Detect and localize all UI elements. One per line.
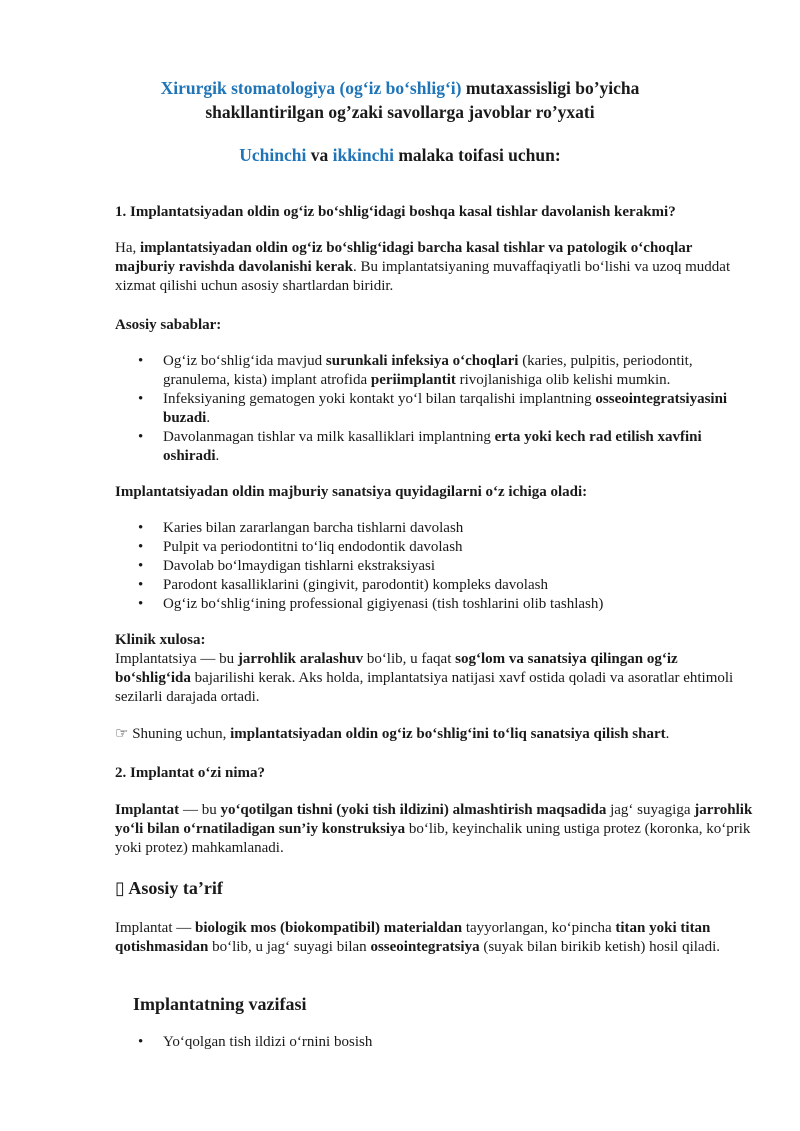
question-2: 2. Implantat o‘zi nima? — [115, 765, 265, 781]
implant-definition: Implantat — bu yo‘qotilgan tishni (yoki tish ildizini) almashtirish maqsadida jag‘ suyagiga jarrohlik yo‘li bilan o‘rnatiladigan sun’iy konstruksiya bo‘lib, keyinchalik uning ustiga protez (koronka, ko‘prik yoki protez) mahkamlanadi. — [115, 802, 753, 856]
list-item: • Og‘iz bo‘shlig‘ining professional gigiyenasi (tish toshlarini olib tashlash) — [115, 595, 755, 614]
pointing-hand-icon: ☞ — [115, 726, 129, 742]
title-specialty: Xirurgik stomatologiya (og‘iz bo‘shlig‘i) — [160, 78, 462, 98]
list-item: • Yo‘qolgan tish ildizi o‘rnini bosish — [115, 1033, 755, 1052]
clinical-conclusion: Klinik xulosa: Implantatsiya — bu jarrohlik aralashuv bo‘lib, u faqat sog‘lom va sanatsiya qilingan og‘iz bo‘shlig‘ida bajarilishi kerak. Aks holda, implantatsiya natijasi xavf ostida qoladi va asoratlar ehtimoli sezilarli darajada ortadi. — [115, 632, 734, 705]
category-subtitle: Uchinchi va ikkinchi malaka toifasi uchun: — [239, 145, 561, 165]
title-line2: shakllantirilgan og’zaki savollarga javoblar ro’yxati — [205, 102, 595, 122]
sanation-list — [115, 519, 755, 614]
list-item: • Pulpit va periodontitni to‘liq endodontik davolash — [115, 538, 755, 557]
sanation-heading: Implantatsiyadan oldin majburiy sanatsiya quyidagilarni o‘z ichiga oladi: — [115, 484, 588, 500]
answer-1-intro: Ha, implantatsiyadan oldin og‘iz bo‘shlig‘idagi barcha kasal tishlar va patologik o‘choqlar majburiy ravishda davolanishi kerak. Bu implantatsiyaning muvaffaqiyatli bo‘lishi va uzoq muddat xizmat qilishi uchun asosiy shartlardan biridir. — [115, 240, 731, 294]
list-item: • Davolanmagan tishlar va milk kasalliklari implantning erta yoki kech rad etilish xavfini oshiradi. — [115, 428, 755, 466]
conclusion-point: ☞ Shuning uchun, implantatsiyadan oldin og‘iz bo‘shlig‘ini to‘liq sanatsiya qilish shart. — [115, 726, 670, 742]
list-item: • Davolab bo‘lmaydigan tishlarni ekstraksiyasi — [115, 557, 755, 576]
function-list — [115, 1033, 755, 1052]
basic-definition-heading: ▯ Asosiy ta’rif — [115, 878, 223, 898]
list-item: • Infeksiyaning gematogen yoki kontakt yo‘l bilan tarqalishi implantning osseointegratsiyasini buzadi. — [115, 390, 755, 428]
list-item: • Karies bilan zararlangan barcha tishlarni davolash — [115, 519, 755, 538]
function-heading: Implantatning vazifasi — [133, 994, 307, 1014]
clinical-heading: Klinik xulosa: — [115, 632, 206, 648]
list-item: • Og‘iz bo‘shlig‘ida mavjud surunkali infeksiya o‘choqlari (karies, pulpitis, periodontit, granulema, kista) implant atrofida periimplantit rivojlanishiga olib kelishi mumkin. — [115, 352, 755, 390]
question-1: 1. Implantatsiyadan oldin og‘iz bo‘shlig‘idagi boshqa kasal tishlar davolanish kerakmi? — [115, 204, 676, 220]
reasons-heading: Asosiy sabablar: — [115, 317, 222, 333]
list-item: • Parodont kasalliklarini (gingivit, parodontit) kompleks davolash — [115, 576, 755, 595]
reasons-list — [115, 352, 755, 466]
placeholder-glyph-icon: ▯ — [115, 878, 125, 898]
document-title: Xirurgik stomatologiya (og‘iz bo‘shlig‘i) mutaxassisligi bo’yicha shakllantirilgan og’zaki savollarga javoblar ro’yxati — [160, 78, 640, 122]
material-paragraph: Implantat — biologik mos (biokompatibil) materialdan tayyorlangan, ko‘pincha titan yoki titan qotishmasidan bo‘lib, u jag‘ suyagi bilan osseointegratsiya (suyak bilan birikib ketish) hosil qiladi. — [115, 920, 720, 955]
